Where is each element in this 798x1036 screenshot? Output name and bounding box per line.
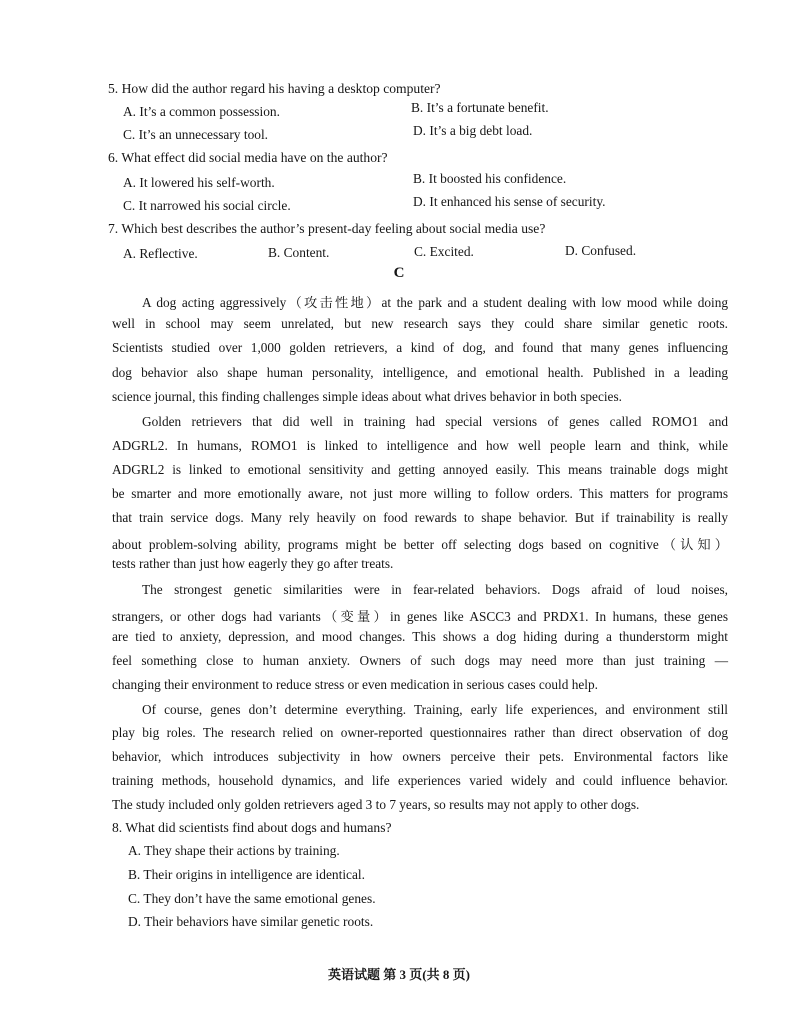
question-5-option-d: D. It’s a big debt load. [413, 123, 533, 138]
page-footer: 英语试题 第 3 页(共 8 页) [328, 967, 470, 982]
question-7-option-d: D. Confused. [565, 243, 637, 258]
passage-line: dog behavior also shape human personality, intelligence, and emotional health. Published in a leading [112, 365, 728, 380]
question-8-option-a: A. They shape their actions by training. [128, 843, 340, 858]
question-5-option-c: C. It’s an unnecessary tool. [123, 127, 269, 142]
passage-line: A dog acting aggressively（攻击性地）at the park and a student dealing with low mood while doing [142, 295, 728, 310]
passage-line: strangers, or other dogs had variants（变量）in genes like ASCC3 and PRDX1. In humans, these genes [112, 609, 728, 624]
passage-line: Golden retrievers that did well in training had special versions of genes called ROMO1 and [142, 414, 728, 429]
passage-line: ADGRL2. In humans, ROMO1 is linked to intelligence and how well people learn and think, while [112, 438, 728, 453]
question-7-option-a: A. Reflective. [123, 246, 198, 261]
passage-line: about problem-solving ability, programs might be better off selecting dogs based on cognitive（认知） [112, 537, 728, 552]
passage-line: play big roles. The research relied on owner-reported questionnaires rather than direct observation of dog [112, 725, 728, 740]
passage-line: well in school may seem unrelated, but new research says they could share similar genetic roots. [112, 316, 728, 331]
question-7-option-c: C. Excited. [414, 244, 474, 259]
question-6-option-a: A. It lowered his self-worth. [123, 175, 275, 190]
passage-line: that train service dogs. Many rely heavily on food rewards to shape behavior. But if trainability is really [112, 510, 728, 525]
question-5-stem: 5. How did the author regard his having a desktop computer? [108, 81, 441, 96]
passage-line: The strongest genetic similarities were in fear-related behaviors. Dogs afraid of loud noises, [142, 582, 728, 597]
question-8-option-c: C. They don’t have the same emotional genes. [128, 891, 376, 906]
question-6-option-b: B. It boosted his confidence. [413, 171, 567, 186]
passage-line: science journal, this finding challenges simple ideas about what drives behavior in both species. [112, 389, 622, 404]
passage-line: training methods, household dynamics, and life experiences varied widely and could influence behavior. [112, 773, 728, 788]
passage-line: feel something close to human anxiety. Owners of such dogs may need more than just training — [112, 653, 728, 668]
passage-line: The study included only golden retrievers aged 3 to 7 years, so results may not apply to other dogs. [112, 797, 640, 812]
passage-line: tests rather than just how eagerly they go after treats. [112, 556, 394, 571]
question-6-option-d: D. It enhanced his sense of security. [413, 194, 606, 209]
question-7-stem: 7. Which best describes the author’s present-day feeling about social media use? [108, 221, 546, 236]
passage-line: be smarter and more emotionally aware, not just more willing to follow orders. This matters for programs [112, 486, 728, 501]
question-5-option-b: B. It’s a fortunate benefit. [411, 100, 549, 115]
passage-line: are tied to anxiety, depression, and mood changes. This shows a dog hiding during a thunderstorm might [112, 629, 728, 644]
question-7-option-b: B. Content. [268, 245, 330, 260]
passage-line: behavior, which introduces subjectivity in how owners perceive their pets. Environmental factors like [112, 749, 728, 764]
passage-line: Scientists studied over 1,000 golden retrievers, a kind of dog, and found that many genes influencing [112, 340, 728, 355]
question-5-option-a: A. It’s a common possession. [123, 104, 280, 119]
passage-line: Of course, genes don’t determine everything. Training, early life experiences, and environment still [142, 702, 728, 717]
section-heading: C [393, 265, 405, 281]
question-8-option-b: B. Their origins in intelligence are identical. [128, 867, 365, 882]
question-8-option-d: D. Their behaviors have similar genetic roots. [128, 914, 374, 929]
question-6-option-c: C. It narrowed his social circle. [123, 198, 291, 213]
passage-line: changing their environment to reduce stress or even medication in serious cases could help. [112, 677, 598, 692]
question-8-stem: 8. What did scientists find about dogs and humans? [112, 820, 392, 835]
passage-line: ADGRL2 is linked to emotional sensitivity and getting annoyed easily. This means trainable dogs might [112, 462, 728, 477]
question-6-stem: 6. What effect did social media have on the author? [108, 150, 388, 165]
